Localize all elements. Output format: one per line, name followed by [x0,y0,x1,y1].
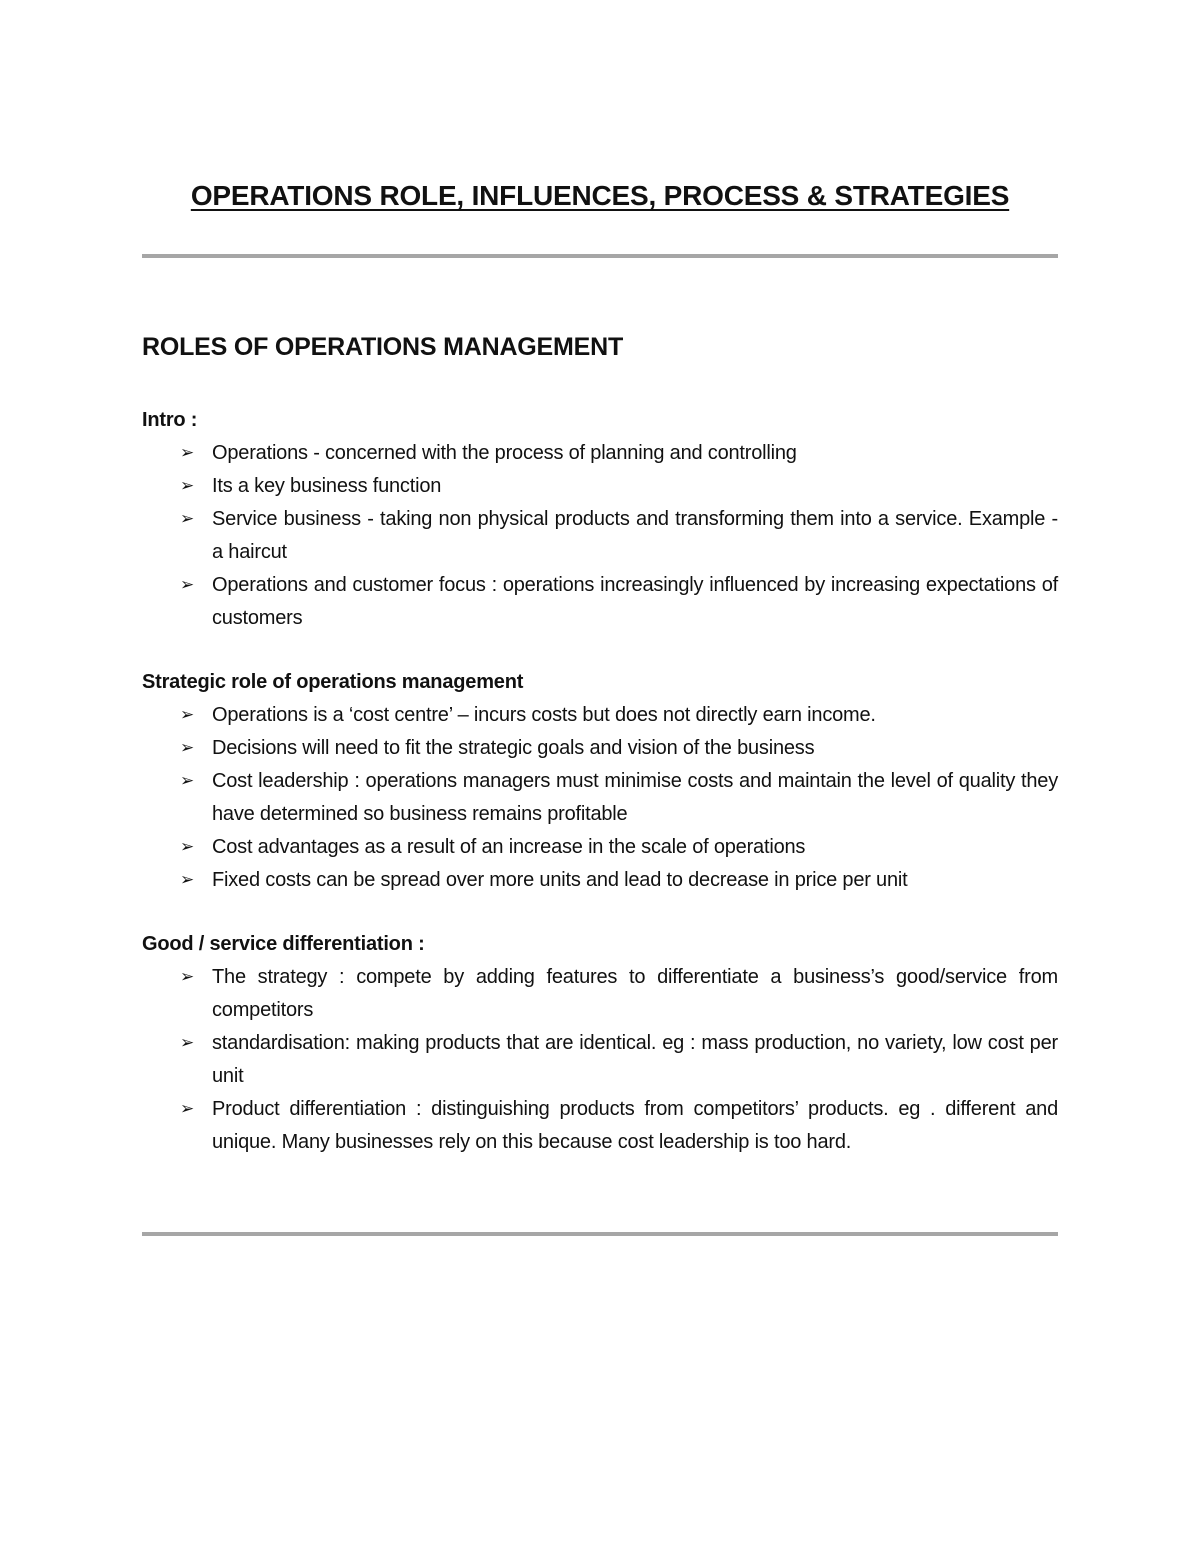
list-item: ➢ Operations and customer focus : operations increasingly influenced by increasing expectations of customers [142,569,1058,635]
document-title: OPERATIONS ROLE, INFLUENCES, PROCESS & STRATEGIES [190,180,1010,211]
list-item: ➢ Decisions will need to fit the strategic goals and vision of the business [142,732,1058,765]
list-item: ➢ Product differentiation : distinguishing products from competitors’ products. eg . different and unique. Many businesses rely on this because cost leadership is too hard. [142,1093,1058,1159]
group-heading: Good / service differentiation : [142,933,425,955]
bullet-list [142,961,1058,1159]
group-differentiation [142,928,1058,1159]
arrowhead-bullet-icon: ➢ [180,738,195,758]
list-item: ➢ Operations - concerned with the process of planning and controlling [142,437,1058,470]
bullet-list [142,437,1058,635]
arrowhead-bullet-icon: ➢ [180,705,195,725]
list-item: ➢ Its a key business function [142,470,1058,503]
arrowhead-bullet-icon: ➢ [180,476,195,496]
arrowhead-bullet-icon: ➢ [180,837,195,857]
arrowhead-bullet-icon: ➢ [180,1033,195,1053]
arrowhead-bullet-icon: ➢ [180,575,195,595]
list-item: ➢ Service business - taking non physical products and transforming them into a service. Example - a haircut [142,503,1058,569]
document-body [142,330,1058,1190]
group-heading: Intro : [142,409,198,431]
section-heading: ROLES OF OPERATIONS MANAGEMENT [142,333,624,361]
arrowhead-bullet-icon: ➢ [180,1099,195,1119]
group-strategic-role [142,666,1058,897]
arrowhead-bullet-icon: ➢ [180,967,195,987]
top-divider [142,254,1058,258]
arrowhead-bullet-icon: ➢ [180,509,195,529]
arrowhead-bullet-icon: ➢ [180,771,195,791]
arrowhead-bullet-icon: ➢ [180,443,195,463]
list-item: ➢ standardisation: making products that are identical. eg : mass production, no variety, low cost per unit [142,1027,1058,1093]
list-item: ➢ Cost advantages as a result of an increase in the scale of operations [142,831,1058,864]
group-heading: Strategic role of operations management [142,671,524,693]
list-item: ➢ The strategy : compete by adding features to differentiate a business’s good/service from competitors [142,961,1058,1027]
list-item: ➢ Cost leadership : operations managers must minimise costs and maintain the level of quality they have determined so business remains profitable [142,765,1058,831]
arrowhead-bullet-icon: ➢ [180,870,195,890]
list-item: ➢ Operations is a ‘cost centre’ – incurs costs but does not directly earn income. [142,699,1058,732]
bottom-divider [142,1232,1058,1236]
bullet-list [142,699,1058,897]
group-intro [142,404,1058,635]
list-item: ➢ Fixed costs can be spread over more units and lead to decrease in price per unit [142,864,1058,897]
